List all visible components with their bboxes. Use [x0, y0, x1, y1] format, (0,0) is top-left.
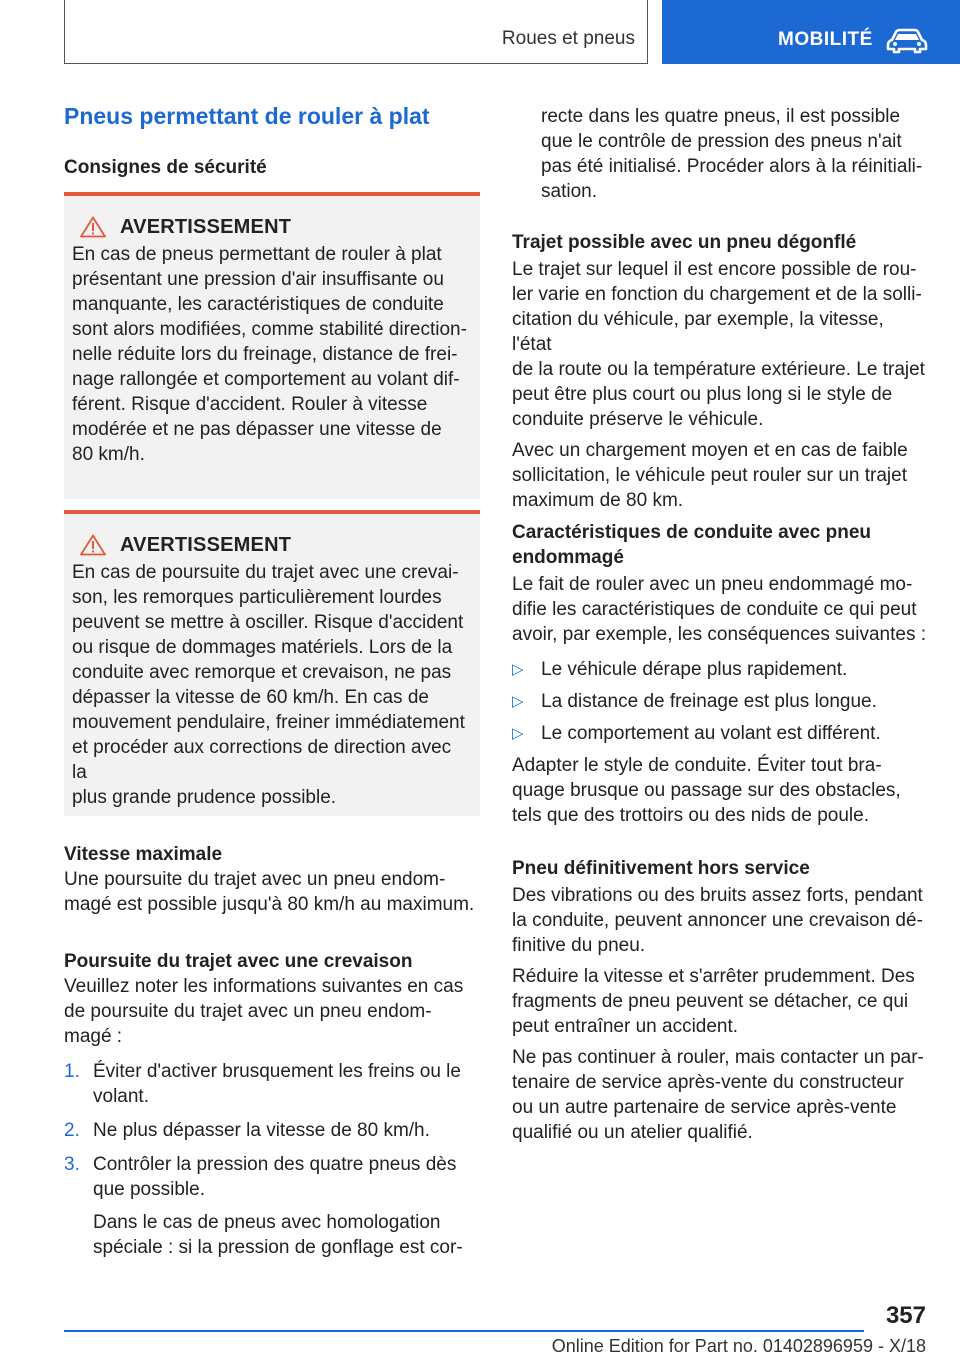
header-section-box	[64, 0, 648, 64]
list-item	[512, 657, 928, 682]
text-line: fragments de pneu peuvent se détacher, ce qui	[512, 991, 909, 1012]
warning-triangle-icon	[80, 216, 106, 238]
section-heading: Caractéristiques de conduite avec pneu	[512, 522, 872, 543]
list-item	[64, 1059, 480, 1109]
page-title: Pneus permettant de rouler à plat	[64, 103, 430, 129]
text-line: qualifié ou un atelier qualifié.	[512, 1122, 753, 1143]
section-subtitle: Consignes de sécurité	[64, 157, 267, 178]
page-number: 357	[885, 1302, 926, 1329]
warning-box-2	[64, 510, 480, 816]
step-number: 1.	[64, 1061, 80, 1082]
text-line: Des vibrations ou des bruits assez forts, pendant	[512, 885, 923, 906]
list-item	[64, 1118, 480, 1143]
text-line: La distance de freinage est plus longue.	[541, 691, 877, 712]
text-line: volant.	[93, 1086, 149, 1107]
list-item	[512, 689, 928, 714]
warning-line: manquante, les caractéristiques de conduite	[72, 294, 444, 315]
text-line: conduite préserve le véhicule.	[512, 409, 764, 430]
warning-text	[72, 242, 470, 467]
warning-line: sont alors modifiées, comme stabilité direction-	[72, 319, 467, 340]
text-line: finitive du pneu.	[512, 935, 646, 956]
text-line: Éviter d'activer brusquement les freins ou le	[93, 1061, 461, 1082]
text-line: pas été initialisé. Procéder alors à la réinitiali-	[541, 156, 923, 177]
text-line: peut être plus court ou plus long si le style de	[512, 384, 893, 405]
text-line: la conduite, peuvent annoncer une crevaison dé-	[512, 910, 923, 931]
triangle-bullet-icon: ▷	[512, 661, 524, 678]
section-heading: Poursuite du trajet avec une crevaison	[64, 951, 413, 972]
warning-line: plus grande prudence possible.	[72, 787, 337, 808]
section-poursuite	[64, 949, 480, 1260]
text-line: citation du véhicule, par exemple, la vitesse, l'état	[512, 309, 884, 355]
warning-text	[72, 560, 470, 810]
text-line: sation.	[541, 181, 597, 202]
section-heading: endommagé	[512, 547, 624, 568]
text-line: quage brusque ou passage sur des obstacles,	[512, 780, 901, 801]
text-line: Le trajet sur lequel il est encore possible de rou-	[512, 259, 917, 280]
text-line: Dans le cas de pneus avec homologation	[93, 1212, 441, 1233]
warning-line: En cas de poursuite du trajet avec une crevai-	[72, 562, 459, 583]
text-line: que possible.	[93, 1179, 205, 1200]
section-caracteristiques	[512, 520, 928, 828]
step-number: 2.	[64, 1120, 80, 1141]
step-number: 3.	[64, 1154, 80, 1175]
list-item	[64, 1152, 480, 1260]
text-line: magé est possible jusqu'à 80 km/h au maximum.	[64, 894, 475, 915]
car-icon	[886, 28, 928, 54]
warning-line: En cas de pneus permettant de rouler à plat	[72, 244, 442, 265]
text-line: Le véhicule dérape plus rapidement.	[541, 659, 848, 680]
text-line: tels que des trottoirs ou des nids de poule.	[512, 805, 870, 826]
text-line: Ne plus dépasser la vitesse de 80 km/h.	[93, 1120, 430, 1141]
warning-line: modérée et ne pas dépasser une vitesse de	[72, 419, 442, 440]
text-line: avoir, par exemple, les conséquences suivantes :	[512, 624, 927, 645]
text-line: Une poursuite du trajet avec un pneu endom-	[64, 869, 446, 890]
warning-line: 80 km/h.	[72, 444, 145, 465]
section-hors-service	[512, 856, 928, 1145]
header-chapter-tab	[662, 0, 960, 64]
section-trajet	[512, 230, 928, 513]
warning-line: nage rallongée et comportement au volant dif-	[72, 369, 460, 390]
warning-label: AVERTISSEMENT	[120, 215, 292, 238]
text-line: Le fait de rouler avec un pneu endommagé mo-	[512, 574, 913, 595]
text-line: peut entraîner un accident.	[512, 1016, 739, 1037]
header-section-title: Roues et pneus	[501, 28, 635, 49]
header-chapter-label: MOBILITÉ	[778, 29, 873, 50]
footer-divider	[64, 1330, 864, 1332]
footer-edition: Online Edition for Part no. 01402896959 - X/18	[551, 1336, 926, 1356]
warning-line: et procéder aux corrections de direction avec la	[72, 737, 452, 783]
warning-box-1	[64, 192, 480, 499]
triangle-bullet-icon: ▷	[512, 693, 524, 710]
warning-line: nelle réduite lors du freinage, distance de frei-	[72, 344, 458, 365]
warning-line: son, les remorques particulièrement lourdes	[72, 587, 442, 608]
continued-text	[512, 104, 928, 204]
text-line: Avec un chargement moyen et en cas de faible	[512, 440, 908, 461]
triangle-bullet-icon: ▷	[512, 725, 524, 742]
text-line: de la route ou la température extérieure. Le trajet	[512, 359, 925, 380]
warning-line: ou risque de dommages matériels. Lors de la	[72, 637, 453, 658]
section-vitesse	[64, 842, 480, 917]
text-line: que le contrôle de pression des pneus n'ait	[541, 131, 902, 152]
text-line: maximum de 80 km.	[512, 490, 684, 511]
list-item	[512, 721, 928, 746]
warning-line: férent. Risque d'accident. Rouler à vitesse	[72, 394, 428, 415]
text-line: difie les caractéristiques de conduite ce qui peut	[512, 599, 917, 620]
text-line: spéciale : si la pression de gonflage est cor-	[93, 1237, 463, 1258]
warning-line: conduite avec remorque et crevaison, ne pas	[72, 662, 452, 683]
text-line: ler varie en fonction du chargement et de la solli-	[512, 284, 922, 305]
warning-triangle-icon	[80, 534, 106, 556]
warning-line: mouvement pendulaire, freiner immédiatement	[72, 712, 465, 733]
warning-line: dépasser la vitesse de 60 km/h. En cas de	[72, 687, 429, 708]
warning-label: AVERTISSEMENT	[120, 533, 292, 556]
text-line: Ne pas continuer à rouler, mais contacter un par-	[512, 1047, 924, 1068]
text-line: recte dans les quatre pneus, il est possible	[541, 106, 901, 127]
warning-line: peuvent se mettre à osciller. Risque d'accident	[72, 612, 464, 633]
text-line: Adapter le style de conduite. Éviter tout bra-	[512, 755, 882, 776]
text-line: Veuillez noter les informations suivantes en cas	[64, 976, 464, 997]
text-line: de poursuite du trajet avec un pneu endom-	[64, 1001, 432, 1022]
text-line: Réduire la vitesse et s'arrêter prudemment. Des	[512, 966, 915, 987]
text-line: tenaire de service après-vente du constructeur	[512, 1072, 904, 1093]
warning-line: présentant une pression d'air insuffisante ou	[72, 269, 444, 290]
text-line: magé :	[64, 1026, 123, 1047]
section-heading: Pneu définitivement hors service	[512, 858, 810, 879]
text-line: Contrôler la pression des quatre pneus dès	[93, 1154, 457, 1175]
text-line: sollicitation, le véhicule peut rouler sur un trajet	[512, 465, 907, 486]
section-heading: Vitesse maximale	[64, 844, 223, 865]
text-line: ou un autre partenaire de service après-vente	[512, 1097, 897, 1118]
text-line: Le comportement au volant est différent.	[541, 723, 881, 744]
section-heading: Trajet possible avec un pneu dégonflé	[512, 232, 857, 253]
